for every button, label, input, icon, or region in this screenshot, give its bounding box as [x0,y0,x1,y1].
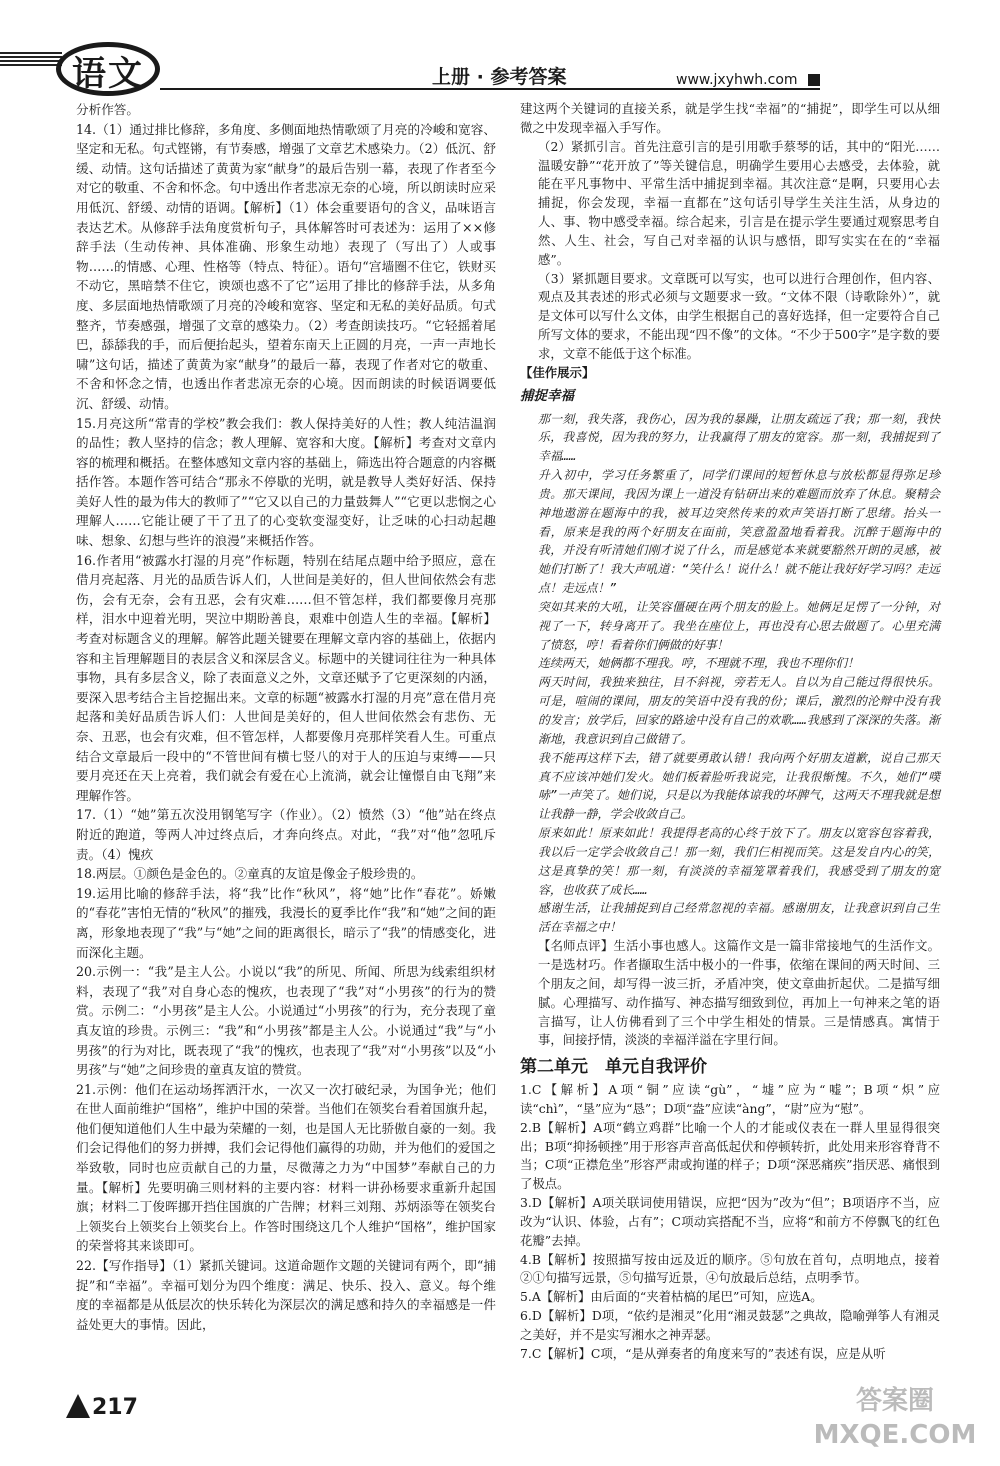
left-column [76,100,496,1334]
right-column [520,100,940,1364]
writing-guide: （3）紧抓题目要求。文章既可以写实，也可以进行合理创作，但内容、观点及其表述的形式必须与文题要求一致。“文体不限（诗歌除外）”，就是文体可以写什么文体，由学生根据自己的喜好选择，但一定要符合自己所写文体的要求，不能出现“四不像”的文体。“不少于500字”是字数的要求，文章不能低于这个标准。 [538,270,940,361]
answer-item: 15.月亮这所“常青的学校”教会我们：教人保持美好的人性；教人纯洁温润的品性；教人坚持的信念；教人理解、宽容和大度。【解析】考查对文章内容的梳理和概括。在整体感知文章内容的基础上，筛选出符合题意的内容概括作答。本题作答可结合“那永不停歇的光明，就是教导人类好好活、保持美好人性的最为伟大的教师了”“它又以自己的力量鼓舞人”“它更以悲悯之心理解人……它能让硬了干了丑了的心变软变湿变好，让乏味的心扫动起趣味、想象、幻想与些许的浪漫”来概括作答。 [76,415,496,549]
answer-item: 16.作者用“被露水打湿的月亮”作标题，特别在结尾点题中给予照应，意在借月亮起落、月光的品质告诉人们，人世间是美好的，但人世间依然会有悲伤，会有无奈，会有丑恶，会有灾难……但不管怎样，我们都要像月亮那样，泪水中迎着光明，哭泣中期盼善良，艰难中创造人生的幸福。【解析】考查对标题含义的理解。解答此题关键要在理解文章内容的基础上，依据内容和主旨理解题目的表层含义和深层含义。标题中的关键词往往为一种具体事物，具有多层含义，除了表面意义之外，文章还赋予了它更深刻的内涵，要深入思考结合主旨挖掘出来。文章的标题“被露水打湿的月亮”意在借月亮起落和美好品质告诉人们：人世间是美好的，但人世间依然会有悲伤、无奈、丑恶，也会有灾难，但不管怎样，人都要像月亮那样笑看人生。可重点结合文章最后一段中的“不管世间有横七竖八的对于人的压迫与束缚——只要月亮还在天上亮着，我们就会有爱在心上流淌，就会让憧憬自由飞翔”来理解作答。 [76,552,496,803]
writing-guide: （2）紧抓引言。首先注意引言的是引用歌手蔡琴的话，其中的“阳光……温暖安静”“花开放了”等关键信息，明确学生要用心去感受，去体验，就能在平凡事物中、平常生活中捕捉到幸福。其次注意“是啊，只要用心去捕捉，你会发现，幸福一直都在”这句话引导学生关注生活，从身边的人、事、物中感受幸福。综合起来，引言是在提示学生要通过观察思考自然、人生、社会，写自己对幸福的认识与感悟，即写实实在在的“幸福感”。 [538,138,940,267]
answer-item: 2.B【解析】A项“鹤立鸡群”比喻一个人的才能或仪表在一群人里显得很突出；B项“抑扬顿挫”用于形容声音高低起伏和停顿转折，此处用来形容脊背不当；C项“正襟危坐”形容严肃或拘谨的样子；D项“深恶痛疾”指厌恶、痛恨到了极点。 [520,1119,940,1192]
section-title: 上册 · 参考答案 [432,66,567,88]
essay-paragraph: 原来如此！原来如此！我提得老高的心终于放下了。朋友以宽容包容着我，我以后一定学会收敛自己！那一刻，我们仨相视而笑。这是发自内心的笑，这是真挚的笑！那一刻，有淡淡的幸福笼罩着我们，我感受到了朋友的宽容，也收获了成长…… [538,826,940,897]
answer-item: 17.（1）“她”第五次没用钢笔写字（作业）。（2）愤然（3）“他”站在终点附近的跑道，等两人冲过终点后，才奔向终点。对此，“我”对“他”忽吼斥责。（4）愧疚 [76,807,496,862]
answer-item: 20.示例一：“我”是主人公。小说以“我”的所见、所闻、所思为线索组织材料，表现了“我”对自身心态的愧疚，也表现了“我”对“小男孩”的行为的赞赏。示例二：“小男孩”是主人公。小说通过“小男孩”的行为，充分表现了童真友谊的珍贵。示例三：“我”和“小男孩”都是主人公。小说通过“我”与“小男孩”的行为对比，既表现了“我”的愧疚，也表现了“我”对“小男孩”以及“小男孩”与“她”之间珍贵的童真友谊的赞赏。 [76,964,496,1078]
essay-paragraph: 连续两天，她俩都不理我。哼，不理就不理，我也不理你们！ [538,656,860,671]
essay-paragraph: 我不能再这样下去，错了就要勇敢认错！我向两个好朋友道歉，说自己那天真不应该冲她们发火。她们板着脸听我说完，让我很惭愧。不久，她们“噗哧”一声笑了。她们说，只是以为我能体谅我的坏脾气，这两天不理我就是想让我静一静，学会收敛自己。 [538,750,940,822]
writing-guide: 建这两个关键词的直接关系，就是学生找“幸福”的“捕捉”，即学生可以从细微之中发现幸福入手写作。 [520,101,940,135]
answer-item: 分析作答。 [76,102,139,117]
essay-paragraph: 感谢生活，让我捕捉到自己经常忽视的幸福。感谢朋友，让我意识到自己生活在幸福之中！ [538,901,940,935]
answer-item: 6.D【解析】D项，“依约是湘灵”化用“湘灵鼓瑟”之典故，隐喻弹筝人有湘灵之美好，并不是实写湘水之神弄瑟。 [520,1308,940,1342]
answer-item: 7.C【解析】C项，“是从弹奏者的角度来写的”表述有误，应是从听 [520,1345,886,1361]
url-box-mark [808,74,820,86]
essay-paragraph: 突如其来的大吼，让笑容僵硬在两个朋友的脸上。她俩足足愣了一分钟，对视了一下，转身离开了。我坐在座位上，再也没有心思去做题了。心里充满了愤怒，哼！看着你们俩做的好事！ [538,599,940,652]
subject-logo: 语文 [72,54,144,94]
essay-paragraph: 升入初中，学习任务繁重了，同学们课间的短暂休息与放松都显得弥足珍贵。那天课间，我因为课上一道没有钻研出来的难题而放弃了休息。聚精会神地遨游在题海中的我，被耳边突然传来的欢声笑语打断了思绪。抬头一看，原来是我的两个好朋友在面前，笑意盈盈地看着我。沉醉于题海中的我，并没有听清她们刚才说了什么，而是感觉本来就要豁然开朗的灵感，被她们打断了！我大声吼道：“笑什么！说什么！就不能让我好好学习吗？走远点！走远点！” [538,468,940,596]
answer-item: 22.【写作指导】（1）紧抓关键词。这道命题作文题的关键词有两个，即“捕捉”和“幸福”。幸福可划分为四个维度：满足、快乐、投入、意义。每个维度的幸福都是从低层次的快乐转化为深层次的满足感和持久的幸福感是一件益处更大的事情。因此， [76,1258,496,1332]
page-header [0,0,1000,100]
unit-title: 第二单元 单元自我评价 [520,1057,707,1078]
showcase-tag: 【佳作展示】 [520,364,595,380]
answer-item: 1.C【解析】A项“铜”应读“gù”，“墟”应为“嘘”；B项“炽”应读“chì”，“垦”应为“恳”；D项“盎”应读“àng”，“尉”应为“慰”。 [520,1082,940,1116]
answer-item: 4.B【解析】按照描写按由远及近的顺序。⑤句放在首句，点明地点，接着②①句描写远景，⑤句描写近景，④句放最后总结，点明季节。 [520,1251,940,1286]
essay-paragraph: 那一刻，我失落，我伤心，因为我的暴躁，让朋友疏远了我；那一刻，我快乐，我喜悦，因为我的努力，让我赢得了朋友的宽容。那一刻，我捕捉到了幸福…… [538,411,940,464]
answer-item: 14.（1）通过排比修辞，多角度、多侧面地热情歌颂了月亮的冷峻和宽容、坚定和无私。句式铿锵，有节奏感，增强了文章艺术感染力。（2）低沉、舒缓、动情。这句话描述了黄黄为家“献身”的最后告别一幕，表现了作者至今对它的敬重、不舍和怀念。句中透出作者悲凉无奈的心境，所以朗读时应采用低沉、舒缓、动情的语调。【解析】（1）体会重要语句的含义，品味语言表达艺术。从修辞手法角度赏析句子，具体解答时可表述为：运用了××修辞手法（生动传神、具体准确、形象生动地）表现了（写出了）人或事物……的情感、心理、性格等（特点、特征）。语句“宫墙圈不住它，铁财买不动它，黑暗禁不住它，谀颂也惑不了它”运用了排比的修辞手法，从多角度、多层面地热情歌颂了月亮的冷峻和宽容、坚定和无私的美好品质。句式整齐，节奏感强，增强了文章的感染力。（2）考查朗读技巧。“它轻摇着尾巴，舔舔我的手，而后便抬起头，望着东南天上正圆的月亮，一声一声地长啸”这句话，描述了黄黄为家“献身”的最后一幕，表现了作者对它的敬重、不舍和怀念之情，也透出作者悲凉无奈的心境。因而朗读的时候语调要低沉、舒缓、动情。 [76,121,496,411]
answer-item: 3.D【解析】A项关联词使用错误，应把“因为”改为“但”；B项语序不当，应改为“认识、体验，占有”；C项动宾搭配不当，应将“和前方不停飘飞的红色花瓣”去掉。 [520,1195,940,1248]
page-number-icon [66,1394,90,1418]
page-number: 217 [92,1395,138,1420]
teacher-comment: 【名师点评】生活小事也感人。这篇作文是一篇非常接地气的生活作文。一是选材巧。作者撷取生活中极小的一件事，依缩在课间的两天时间、三个朋友之间，却写得一波三折，矛盾冲突，使文章曲折起伏。二是描写细腻。心理描写、动作描写、神态描写细致到位，再加上一句神来之笔的语言描写，让人仿佛看到了三个中学生相处的情景。三是情感真。寓情于事，间接抒情，淡淡的幸福洋溢在字里行间。 [538,938,940,1048]
answer-item: 21.示例：他们在运动场挥洒汗水，一次又一次打破纪录，为国争光；他们在世人面前维护“国格”，维护中国的荣誉。当他们在领奖台看着国旗升起，他们便知道他们人生中最为荣耀的一刻，也是国人无比骄傲自豪的一刻。我们会记得他们的努力拼搏，我们会记得他们赢得的功勋，并为他们的爱国之举致敬，同时也应贡献自己的力量，尽微薄之力为“中国梦”奉献自己的力量。【解析】先要明确三则材料的主要内容：材料一讲孙杨要求重新升起国旗；材料二丁俊晖挪开挡住国旗的广告牌；材料三刘翔、苏炳添等在领奖台上领奖台上领奖台上领奖台上。作答时围绕这几个人维护“国格”，维护国家的荣誉将其来谈即可。 [76,1081,496,1254]
header-rule [160,88,820,90]
model-essay [520,387,940,937]
answer-item: 18.两层。①颜色是金色的。②童真的友谊是像金子般珍贵的。 [76,866,424,882]
site-url: www.jxyhwh.com [676,72,798,88]
watermark: 答案圈 MXQE.COM [813,1386,977,1450]
essay-paragraph: 两天时间，我独来独往，目不斜视，旁若无人。自以为自己能过得很快乐。可是，喧闹的课间，朋友的笑语中没有我的份；课后，激烈的沦辩中没有我的发言；放学后，回家的路途中没有自己的欢歌……我感到了深深的失落。渐渐地，我意识到自己做错了。 [538,675,940,746]
answer-item: 5.A【解析】由后面的“夹着枯槁的尾巴”可知，应选A。 [520,1289,823,1305]
essay-title: 捕捉幸福 [520,387,574,404]
answer-item: 19.运用比喻的修辞手法，将“我”比作“秋风”，将“她”比作“春花”。娇嫩的“春花”害怕无情的“秋风”的摧残，我漫长的夏季比作“我”和“她”之间的距离，形象地表现了“我”与“她”之间的距离很长，暗示了“我”的情感变化，进而深化主题。 [76,885,496,960]
logo-decoration [0,52,62,66]
